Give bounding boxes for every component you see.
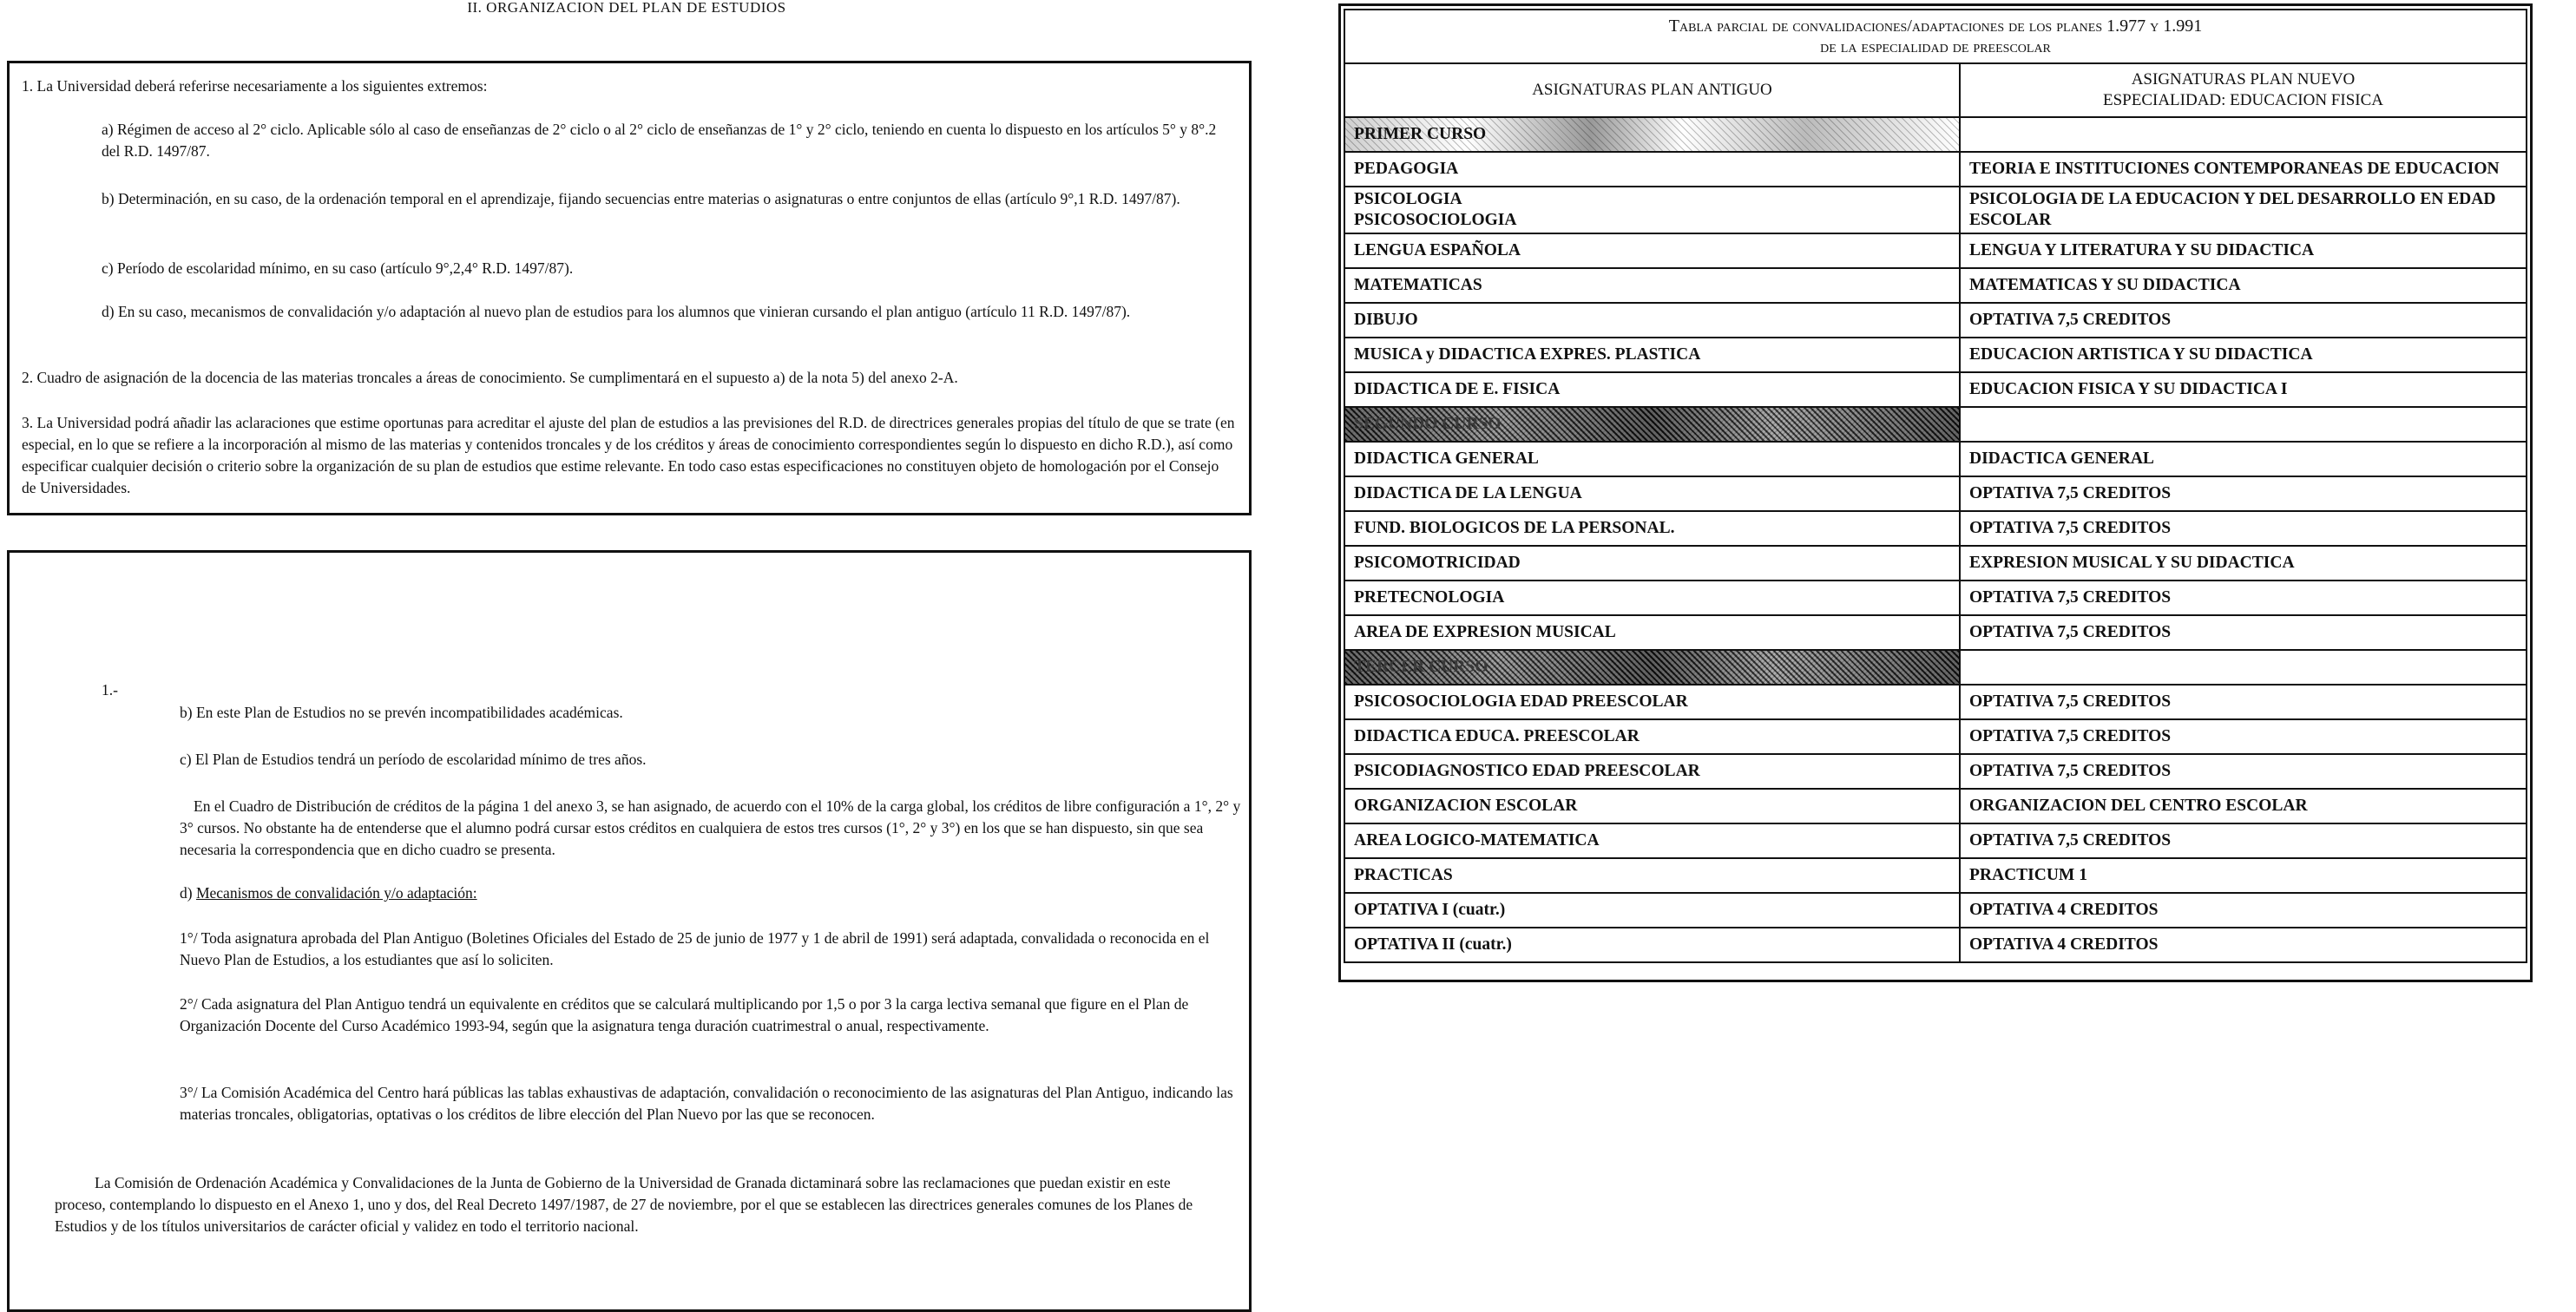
table-cell: OPTATIVA 7,5 CREDITOS xyxy=(1960,476,2527,511)
table-cell-line: PSICOLOGIA DE LA EDUCACION Y DEL DESARROLLO EN EDAD xyxy=(1969,190,2496,208)
column-header-new-plan-line2: ESPECIALIDAD: EDUCACION FISICA xyxy=(2102,91,2383,109)
table-cell: PSICODIAGNOSTICO EDAD PREESCOLAR xyxy=(1344,754,1960,789)
table-cell: DIDACTICA GENERAL xyxy=(1960,442,2527,476)
column-header-new-plan-line1: ASIGNATURAS PLAN NUEVO xyxy=(2131,70,2356,89)
section-second-year xyxy=(1344,407,1960,442)
table-cell: OPTATIVA 7,5 CREDITOS xyxy=(1960,511,2527,546)
table-cell: PRACTICUM 1 xyxy=(1960,858,2527,893)
table-cell: OPTATIVA 7,5 CREDITOS xyxy=(1960,719,2527,754)
section-first-year xyxy=(1344,117,1960,152)
table-cell: DIBUJO xyxy=(1344,303,1960,338)
table-cell: OPTATIVA 7,5 CREDITOS xyxy=(1960,615,2527,650)
section-first-year-label: PRIMER CURSO xyxy=(1354,125,1487,143)
table-cell: TEORIA E INSTITUCIONES CONTEMPORANEAS DE EDUCACION xyxy=(1960,152,2527,187)
table-cell xyxy=(1344,893,1960,928)
table-caption-line2: de la especialidad de preescolar xyxy=(1820,37,2051,56)
note-d-3: 3°/ La Comisión Académica del Centro hará públicas las tablas exhaustivas de adaptación, convalidación o reconocimiento de las asignaturas del Plan Antiguo, indicando las materias troncales, obligatorias, optativas o los créditos de libre elección del Plan Nuevo por las que se reconocen. xyxy=(180,1084,1233,1123)
table-cell: ORGANIZACION DEL CENTRO ESCOLAR xyxy=(1960,789,2527,823)
table-cell: OPTATIVA 4 CREDITOS xyxy=(1960,893,2527,928)
table-cell-text: OPTATIVA I (cuatr.) xyxy=(1354,901,1506,919)
table-cell: EXPRESION MUSICAL Y SU DIDACTICA xyxy=(1960,546,2527,581)
note-c: c) El Plan de Estudios tendrá un período de escolaridad mínimo de tres años. xyxy=(180,751,647,768)
final-paragraph: La Comisión de Ordenación Académica y Convalidaciones de la Junta de Gobierno de la Universidad de Granada dictaminará sobre las reclamaciones que puedan existir en este proceso, contemplando lo dispuesto en el Anexo 1, uno y dos, del Real Decreto 1497/1987, de 27 de noviembre, por el que se establecen las directrices generales comunes de los Planes de Estudios y de los títulos universitarios de carácter oficial y validez en todo el territorio nacional. xyxy=(55,1174,1193,1235)
note-d-title: Mecanismos de convalidación y/o adaptación: xyxy=(195,884,477,902)
section-empty-cell xyxy=(1960,117,2527,152)
table-cell: PRETECNOLOGIA xyxy=(1344,581,1960,615)
table-cell-line: PSICOLOGIA xyxy=(1354,190,1462,208)
paragraph-1: 1. La Universidad deberá referirse necesariamente a los siguientes extremos: xyxy=(22,77,488,95)
table-cell: OPTATIVA II (cuatr.) xyxy=(1344,928,1960,962)
table-cell: PSICOMOTRICIDAD xyxy=(1344,546,1960,581)
table-cell: LENGUA Y LITERATURA Y SU DIDACTICA xyxy=(1960,233,2527,268)
table-cell-line: PSICOSOCIOLOGIA xyxy=(1354,211,1517,229)
table-cell: DIDACTICA DE LA LENGUA xyxy=(1344,476,1960,511)
table-cell: FUND. BIOLOGICOS DE LA PERSONAL. xyxy=(1344,511,1960,546)
table-cell: DIDACTICA EDUCA. PREESCOLAR xyxy=(1344,719,1960,754)
table-cell: DIDACTICA GENERAL xyxy=(1344,442,1960,476)
table-cell-line: ESCOLAR xyxy=(1969,211,2052,229)
table-cell: ORGANIZACION ESCOLAR xyxy=(1344,789,1960,823)
table-cell: PEDAGOGIA xyxy=(1344,152,1960,187)
table-cell: MATEMATICAS Y SU DIDACTICA xyxy=(1960,268,2527,303)
paragraph-3: 3. La Universidad podrá añadir las aclaraciones que estime oportunas para acreditar el ajuste del plan de estudios a las previsiones del R.D. de directrices generales propias del título de que se trate (en especial, en lo que se refiere a la incorporación al mismo de las materias y contenidos troncales y de los créditos y áreas de conocimiento correspondientes según lo dispuesto en dicho R.D.), así como especificar cualquier decisión o criterio sobre la organización de su plan de estudios que estime relevante. En todo caso estas especificaciones no constituyen objeto de homologación por el Consejo de Universidades. xyxy=(22,414,1235,496)
note-d-prefix: d) xyxy=(180,884,196,902)
table-caption xyxy=(1344,10,2527,63)
paragraph-a: a) Régimen de acceso al 2° ciclo. Aplicable sólo al caso de enseñanzas de 2° ciclo o al 2° ciclo de enseñanzas de 1° y 2° ciclo, teniendo en cuenta lo dispuesto en los artículos 5° y 8°.2 del R.D. 1497/87. xyxy=(102,121,1217,160)
table-cell xyxy=(1960,187,2527,233)
paragraph-b: b) Determinación, en su caso, de la ordenación temporal en el aprendizaje, fijando secuencias entre materias o asignaturas o entre conjuntos de ellas (artículo 9°,1 R.D. 1497/87). xyxy=(102,190,1180,207)
note-c-detail: En el Cuadro de Distribución de créditos de la página 1 del anexo 3, se han asignado, de acuerdo con el 10% de la carga global, los créditos de libre configuración a 1°, 2° y 3° cursos. No obstante ha de entenderse que el alumno podrá cursar estos créditos en cualquiera de estos tres cursos (1°, 2° y 3°) en los que se han dispuesto, sin que sea necesaria la correspondencia que en dicho cuadro se presenta. xyxy=(180,797,1241,858)
table-cell: OPTATIVA 4 CREDITOS xyxy=(1960,928,2527,962)
note-d-2: 2°/ Cada asignatura del Plan Antiguo tendrá un equivalente en créditos que se calculará multiplicando por 1,5 o por 3 la carga lectiva semanal que figure en el Plan de Organización Docente del Curso Académico 1993-94, según que la asignatura tenga duración cuatrimestral o anual, respectivamente. xyxy=(180,995,1189,1034)
table-cell: DIDACTICA DE E. FISICA xyxy=(1344,372,1960,407)
table-cell: MATEMATICAS xyxy=(1344,268,1960,303)
table-cell: OPTATIVA 7,5 CREDITOS xyxy=(1960,823,2527,858)
table-cell: OPTATIVA 7,5 CREDITOS xyxy=(1960,303,2527,338)
convalidation-table-frame xyxy=(1338,3,2533,982)
table-caption-line1: Tabla parcial de convalidaciones/adaptaciones de los planes 1.977 y 1.991 xyxy=(1668,16,2203,36)
column-header-old-plan: ASIGNATURAS PLAN ANTIGUO xyxy=(1344,63,1960,117)
table-cell: PSICOSOCIOLOGIA EDAD PREESCOLAR xyxy=(1344,685,1960,719)
notes-number: 1.- xyxy=(102,681,118,699)
table-cell: AREA LOGICO-MATEMATICA xyxy=(1344,823,1960,858)
notes-box xyxy=(7,550,1252,1312)
table-cell: LENGUA ESPAÑOLA xyxy=(1344,233,1960,268)
table-cell: EDUCACION ARTISTICA Y SU DIDACTICA xyxy=(1960,338,2527,372)
table-cell: EDUCACION FISICA Y SU DIDACTICA I xyxy=(1960,372,2527,407)
paragraph-d: d) En su caso, mecanismos de convalidación y/o adaptación al nuevo plan de estudios para los alumnos que vinieran cursando el plan antiguo (artículo 11 R.D. 1497/87). xyxy=(102,303,1131,320)
section-second-year-label: SEGUNDO CURSO xyxy=(1354,415,1502,433)
section-empty-cell xyxy=(1960,650,2527,685)
table-cell: OPTATIVA 7,5 CREDITOS xyxy=(1960,581,2527,615)
column-header-new-plan xyxy=(1960,63,2527,117)
convalidation-table xyxy=(1344,9,2527,963)
section-third-year xyxy=(1344,650,1960,685)
note-d-heading xyxy=(180,882,1244,904)
section-empty-cell xyxy=(1960,407,2527,442)
table-cell xyxy=(1344,187,1960,233)
page-title: II. ORGANIZACION DEL PLAN DE ESTUDIOS xyxy=(467,0,786,16)
table-cell: MUSICA y DIDACTICA EXPRES. PLASTICA xyxy=(1344,338,1960,372)
note-b: b) En este Plan de Estudios no se prevén incompatibilidades académicas. xyxy=(180,704,623,721)
section-third-year-label: TERCER CURSO xyxy=(1354,658,1488,676)
table-cell: OPTATIVA 7,5 CREDITOS xyxy=(1960,685,2527,719)
table-cell: AREA DE EXPRESION MUSICAL xyxy=(1344,615,1960,650)
paragraph-c: c) Período de escolaridad mínimo, en su caso (artículo 9°,2,4° R.D. 1497/87). xyxy=(102,259,574,277)
table-cell: OPTATIVA 7,5 CREDITOS xyxy=(1960,754,2527,789)
note-d-1: 1°/ Toda asignatura aprobada del Plan Antiguo (Boletines Oficiales del Estado de 25 de junio de 1977 y 1 de abril de 1991) será adaptada, convalidada o reconocida en el Nuevo Plan de Estudios, a los estudiantes que así lo soliciten. xyxy=(180,929,1210,968)
paragraph-2: 2. Cuadro de asignación de la docencia de las materias troncales a áreas de conocimiento. Se cumplimentará en el supuesto a) de la nota 5) del anexo 2-A. xyxy=(22,369,958,386)
instructions-box xyxy=(7,61,1252,515)
table-cell: PRACTICAS xyxy=(1344,858,1960,893)
